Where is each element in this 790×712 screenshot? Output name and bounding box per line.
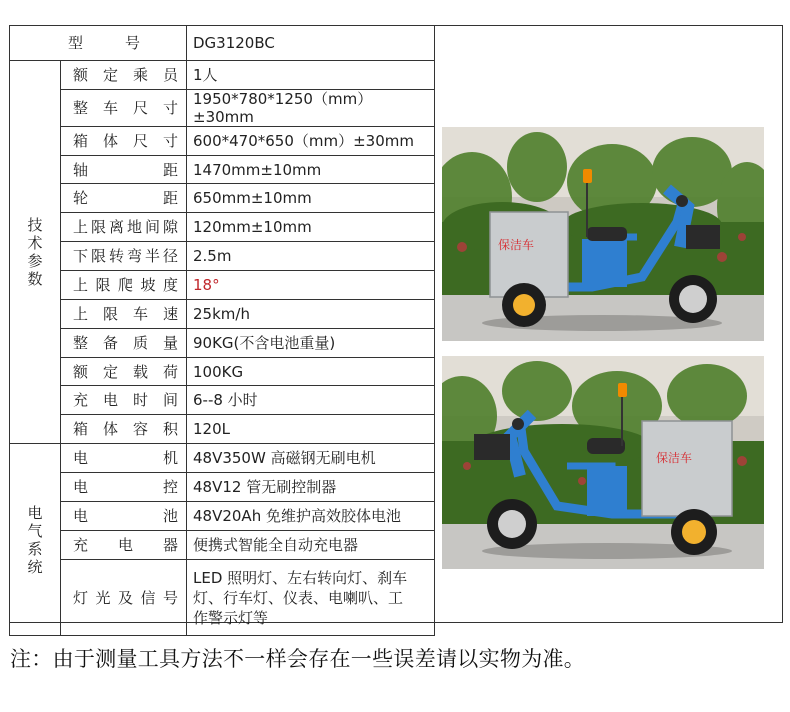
spec-row (10, 127, 435, 156)
spec-label: 整车尺寸 (61, 90, 187, 127)
model-label: 型号 (10, 26, 187, 61)
spec-label: 电池 (61, 502, 187, 531)
spec-value: 120L (187, 415, 435, 444)
spec-value: 48V20Ah 免维护高效胶体电池 (187, 502, 435, 531)
spec-label: 轴距 (61, 156, 187, 184)
spec-row (10, 329, 435, 358)
spec-value: 2.5m (187, 242, 435, 271)
spec-label: 下限转弯半径 (61, 242, 187, 271)
photo-tricycle-front-left (442, 356, 764, 569)
spec-value: 25km/h (187, 300, 435, 329)
spec-row (10, 90, 435, 127)
spec-row (10, 444, 435, 473)
spec-value: 120mm±10mm (187, 213, 435, 242)
spec-label: 充电时间 (61, 386, 187, 415)
spec-row (10, 415, 435, 444)
spec-row (10, 300, 435, 329)
spec-row (10, 358, 435, 386)
spec-value: 600*470*650（mm）±30mm (187, 127, 435, 156)
photo-tricycle-front-right (442, 127, 764, 341)
spec-value-multiline (187, 560, 435, 636)
spec-label: 箱体尺寸 (61, 127, 187, 156)
spec-label: 电机 (61, 444, 187, 473)
model-value: DG3120BC (187, 26, 435, 61)
spec-label: 电控 (61, 473, 187, 502)
tricycle-photo-1 (442, 127, 764, 341)
spec-label: 箱体容积 (61, 415, 187, 444)
spec-value: 650mm±10mm (187, 184, 435, 213)
spec-value: 1950*780*1250（mm）±30mm (187, 90, 435, 127)
spec-value: 1470mm±10mm (187, 156, 435, 184)
spec-label: 上限车速 (61, 300, 187, 329)
spec-value: 48V350W 高磁钢无刷电机 (187, 444, 435, 473)
value-line: 灯、行车灯、仪表、电喇叭、工 (193, 589, 404, 607)
spec-value: 100KG (187, 358, 435, 386)
spec-label: 上限爬坡度 (61, 271, 187, 300)
spec-label: 额定乘员 (61, 61, 187, 90)
spec-label: 轮距 (61, 184, 187, 213)
value-line: LED 照明灯、左右转向灯、刹车 (193, 569, 408, 587)
spec-row (10, 242, 435, 271)
group-technical-params: 技术参数 (10, 61, 61, 444)
spec-row (10, 213, 435, 242)
spec-row (10, 473, 435, 502)
spec-value-highlight: 18° (187, 271, 435, 300)
group-electrical-system: 电气系统 (10, 444, 61, 636)
disclaimer-note: 注：由于测量工具方法不一样会存在一些误差请以实物为准。 (10, 647, 586, 671)
spec-row (10, 386, 435, 415)
spec-row (10, 560, 435, 636)
spec-row (10, 156, 435, 184)
spec-value: 6--8 小时 (187, 386, 435, 415)
tricycle-photo-2 (442, 356, 764, 569)
spec-row-model (10, 26, 435, 61)
spec-row (10, 271, 435, 300)
spec-row (10, 61, 435, 90)
spec-value: 90KG(不含电池重量) (187, 329, 435, 358)
spec-label: 充电器 (61, 531, 187, 560)
spec-row (10, 502, 435, 531)
spec-value: 便携式智能全自动充电器 (187, 531, 435, 560)
box-label-1: 保洁车 (498, 238, 535, 252)
spec-label: 整备质量 (61, 329, 187, 358)
spec-row (10, 531, 435, 560)
spec-label: 灯光及信号 (61, 560, 187, 636)
value-line: 作警示灯等 (193, 609, 269, 627)
spec-table (9, 25, 435, 636)
box-label-2: 保洁车 (656, 451, 693, 465)
spec-value: 1人 (187, 61, 435, 90)
spec-row (10, 184, 435, 213)
spec-label: 额定载荷 (61, 358, 187, 386)
spec-value: 48V12 管无刷控制器 (187, 473, 435, 502)
spec-label: 上限离地间隙 (61, 213, 187, 242)
